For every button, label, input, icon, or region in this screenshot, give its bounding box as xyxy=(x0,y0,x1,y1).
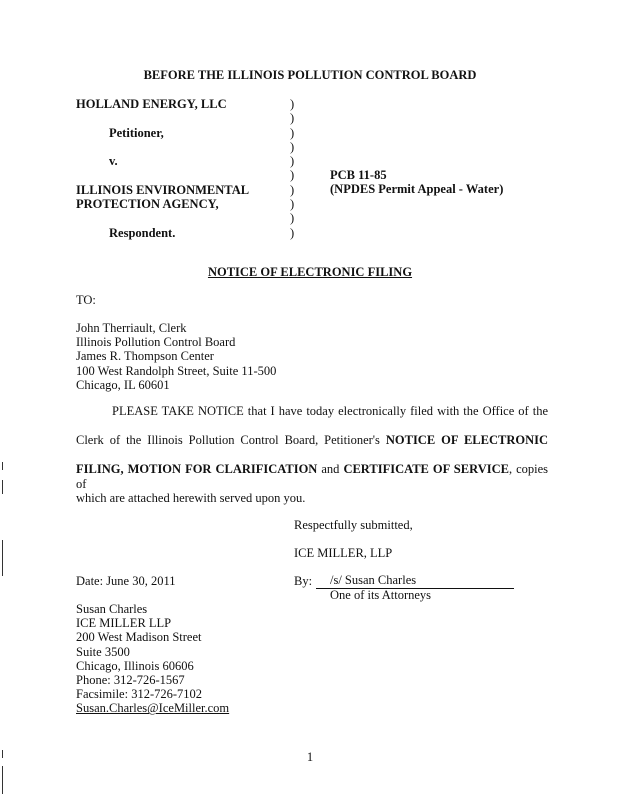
scan-mark xyxy=(2,750,3,758)
paren: ) xyxy=(290,111,295,126)
paren: ) xyxy=(290,197,295,212)
firm-name: ICE MILLER, LLP xyxy=(294,546,393,560)
recipient-line: James R. Thompson Center xyxy=(76,349,214,364)
attorney-email[interactable]: Susan.Charles@IceMiller.com xyxy=(76,701,230,716)
respondent-role: Respondent. xyxy=(109,225,176,240)
signature-field xyxy=(316,573,514,589)
page-number: 1 xyxy=(306,750,314,764)
case-number-block xyxy=(330,168,503,197)
attorney-city: Chicago, Illinois 60606 xyxy=(76,658,194,673)
attorney-name: Susan Charles xyxy=(76,602,148,616)
scan-mark xyxy=(2,540,3,576)
attorney-contact xyxy=(76,602,229,716)
petitioner-role: Petitioner, xyxy=(109,125,164,140)
attorney-fax: Facsimile: 312-726-7102 xyxy=(76,687,203,702)
body-text: Clerk of the Illinois Pollution Control Board, Petitioner's xyxy=(76,433,380,447)
scan-mark xyxy=(2,766,3,794)
body-line-1: PLEASE TAKE NOTICE that I have today electronically filed with the Office of the xyxy=(112,404,548,418)
paren: ) xyxy=(290,225,295,240)
by-label: By: xyxy=(294,574,313,588)
recipient-line: Illinois Pollution Control Board xyxy=(76,335,236,350)
respondent-name-line1: ILLINOIS ENVIRONMENTAL xyxy=(76,182,250,197)
respondent-name-line2: PROTECTION AGENCY, xyxy=(76,197,219,212)
attorney-phone: Phone: 312-726-1567 xyxy=(76,672,185,687)
to-label: TO: xyxy=(76,293,96,307)
attorney-street: 200 West Madison Street xyxy=(76,630,202,645)
body-bold-text: CERTIFICATE OF SERVICE xyxy=(343,462,509,476)
attorney-firm: ICE MILLER LLP xyxy=(76,616,172,631)
recipient-line: 100 West Randolph Street, Suite 11-500 xyxy=(76,363,277,378)
filing-date: Date: June 30, 2011 xyxy=(76,574,176,588)
scan-mark xyxy=(2,462,3,470)
paren: ) xyxy=(290,168,295,183)
paren: ) xyxy=(290,97,295,111)
notice-title: NOTICE OF ELECTRONIC FILING xyxy=(207,265,413,279)
signature: /s/ Susan Charles xyxy=(316,573,514,589)
case-type: (NPDES Permit Appeal - Water) xyxy=(330,182,504,197)
case-caption-parties xyxy=(76,97,286,240)
caption-parentheses xyxy=(290,97,300,240)
body-text: , copies of xyxy=(76,462,549,491)
attorney-title: One of its Attorneys xyxy=(330,588,432,602)
notice-body xyxy=(76,404,548,520)
closing: Respectfully submitted, xyxy=(294,518,413,532)
body-bold-text: NOTICE OF ELECTRONIC xyxy=(385,433,549,447)
paren: ) xyxy=(290,182,295,197)
paren: ) xyxy=(290,154,295,169)
body-text: and xyxy=(321,462,340,476)
versus-label: v. xyxy=(109,154,118,169)
body-line-4: which are attached herewith served upon you. xyxy=(76,491,306,505)
paren: ) xyxy=(290,211,295,226)
body-bold-text: FILING, MOTION FOR CLARIFICATION xyxy=(76,462,318,476)
court-header: BEFORE THE ILLINOIS POLLUTION CONTROL BOARD xyxy=(143,68,477,82)
petitioner-name: HOLLAND ENERGY, LLC xyxy=(76,97,227,111)
case-number: PCB 11-85 xyxy=(330,168,387,182)
paren: ) xyxy=(290,125,295,140)
scan-mark xyxy=(2,480,3,494)
body-line-3 xyxy=(76,462,548,491)
recipient-address xyxy=(76,321,276,392)
recipient-line: John Therriault, Clerk xyxy=(76,321,187,335)
recipient-line: Chicago, IL 60601 xyxy=(76,377,170,392)
paren: ) xyxy=(290,139,295,154)
attorney-suite: Suite 3500 xyxy=(76,644,130,659)
body-line-2 xyxy=(76,433,548,462)
